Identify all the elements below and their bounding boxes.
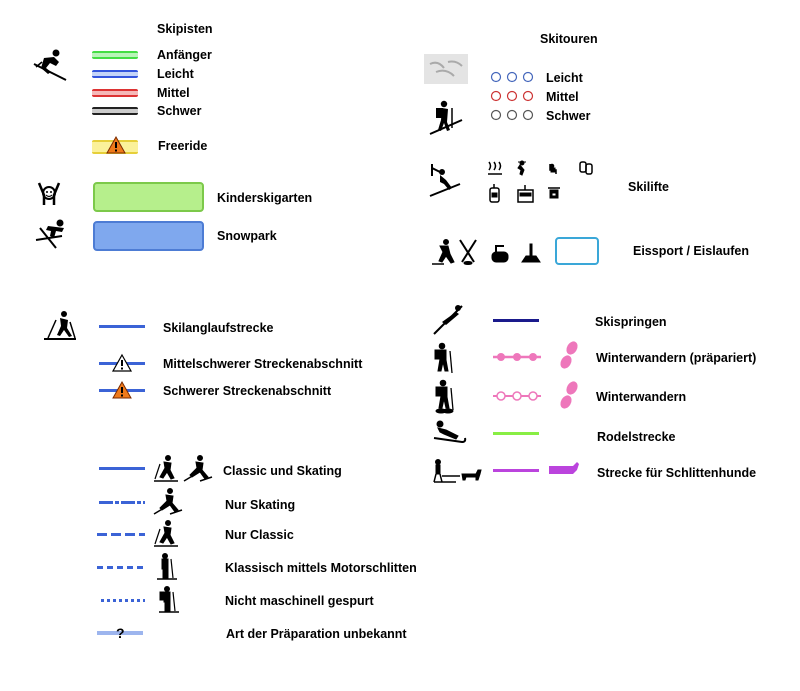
schlittenhunde-line — [493, 469, 539, 472]
langlauf-line — [99, 325, 145, 328]
ski-lift-icons — [486, 160, 604, 206]
winterwandern-line — [493, 390, 541, 402]
langlauf-type-label: Nur Skating — [225, 498, 296, 512]
snowpark-area — [93, 221, 204, 251]
skier-standing-icon — [155, 553, 179, 581]
motorschlitten-line — [97, 566, 145, 569]
classic-skier-icon — [150, 520, 180, 548]
kinderskigarten-area — [93, 182, 204, 212]
skilifte-label: Skilifte — [628, 180, 669, 194]
eissport-label: Eissport / Eislaufen — [633, 244, 750, 258]
skitour-circles-schwer — [490, 109, 536, 124]
hiker-icon — [432, 343, 456, 375]
classic-line — [97, 533, 145, 536]
classic-skating-line — [99, 467, 145, 470]
piste-label-leicht: Leicht — [157, 67, 194, 81]
skitour-label-mittel: Mittel — [546, 90, 579, 104]
downhill-skier-icon — [32, 48, 68, 82]
ski-tourer-icon — [426, 100, 466, 136]
rodelstrecke-label: Rodelstrecke — [597, 430, 676, 444]
ski-jumper-icon — [432, 304, 464, 336]
cross-country-skier-icon — [150, 455, 212, 483]
skitour-label-leicht: Leicht — [546, 71, 583, 85]
skating-line — [99, 501, 145, 504]
piste-line-mittel — [92, 89, 138, 97]
footprints-icon — [557, 380, 581, 412]
langlauf-type-label: Nicht maschinell gespurt — [225, 594, 374, 608]
langlauf-schwer-label: Schwerer Streckenabschnitt — [163, 384, 332, 398]
langlauf-strecke-label: Skilanglaufstrecke — [163, 321, 274, 335]
snowshoe-hiker-icon — [432, 380, 458, 414]
langlauf-mittel-label: Mittelschwerer Streckenabschnitt — [163, 357, 363, 371]
schlittenhunde-label: Strecke für Schlittenhunde — [597, 466, 757, 480]
skating-skier-icon — [152, 488, 182, 516]
langlauf-type-label: Art der Präparation unbekannt — [226, 627, 407, 641]
piste-line-leicht — [92, 70, 138, 78]
skitour-label-schwer: Schwer — [546, 109, 591, 123]
rodelstrecke-line — [493, 432, 539, 435]
piste-label-mittel: Mittel — [157, 86, 190, 100]
warning-triangle-icon — [112, 354, 132, 372]
warning-triangle-icon — [112, 381, 132, 399]
footprints-icon — [557, 340, 581, 372]
langlauf-type-label: Classic und Skating — [223, 464, 342, 478]
langlauf-type-label: Nur Classic — [225, 528, 294, 542]
eissport-area — [555, 237, 599, 265]
winterwandern-praepariert-line — [493, 351, 541, 363]
ungespurt-line — [101, 599, 145, 602]
skitouren-title: Skitouren — [540, 32, 598, 46]
langlauf-type-label: Klassisch mittels Motorschlitten — [225, 561, 417, 575]
sledge-icon — [432, 420, 466, 446]
sled-icon — [547, 460, 581, 478]
child-skier-icon — [34, 181, 64, 211]
snowpark-label: Snowpark — [217, 229, 277, 243]
skitour-circles-mittel — [490, 90, 536, 105]
ski-track-image — [424, 54, 468, 84]
skitour-circles-leicht — [490, 71, 536, 86]
piste-line-schwer — [92, 107, 138, 115]
cross-country-skier-icon — [42, 310, 78, 342]
question-mark-icon: ? — [116, 625, 125, 641]
ski-lift-rider-icon — [428, 162, 462, 198]
ski-walker-icon — [155, 586, 181, 614]
freestyle-skier-icon — [34, 218, 70, 250]
dog-sled-icon — [432, 458, 484, 484]
kinderskigarten-label: Kinderskigarten — [217, 191, 313, 205]
piste-label-schwer: Schwer — [157, 104, 202, 118]
freeride-label: Freeride — [158, 139, 208, 153]
piste-label-anfaenger: Anfänger — [157, 48, 212, 62]
skispringen-label: Skispringen — [595, 315, 667, 329]
warning-triangle-icon — [106, 136, 126, 154]
skispringen-line — [493, 319, 539, 322]
skipisten-title: Skipisten — [157, 22, 213, 36]
ice-sport-icons — [430, 238, 548, 266]
piste-line-anfaenger — [92, 51, 138, 59]
winterwandern-praepariert-label: Winterwandern (präpariert) — [596, 351, 757, 365]
winterwandern-label: Winterwandern — [596, 390, 687, 404]
